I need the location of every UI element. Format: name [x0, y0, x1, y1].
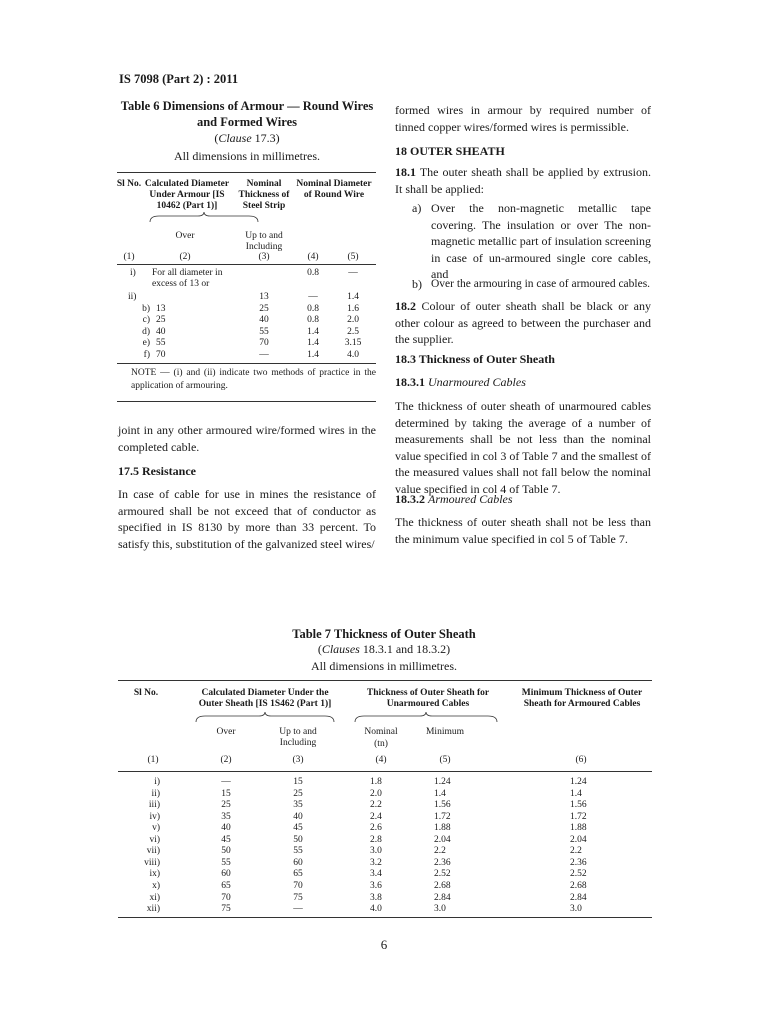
heading-18: 18 OUTER SHEATH [395, 144, 505, 158]
table7-row-nominal: 2.4 [370, 811, 382, 822]
table7-row-nominal: 3.4 [370, 869, 382, 880]
table7-row-armoured: 1.56 [570, 800, 587, 811]
table7-row-sl: iii) [148, 800, 160, 811]
table7-row-upto: 60 [293, 857, 303, 868]
table6-row-i-c4: 0.8 [307, 268, 319, 278]
table7-row-sl: iv) [149, 811, 160, 822]
table6-header-calc: Calculated Diameter Under Armour [IS 10462 (Part 1)] [144, 179, 230, 211]
table6-row-sl: d) [142, 326, 150, 337]
table7-row-over: 15 [221, 788, 231, 799]
table7-header-rule [118, 771, 652, 772]
table7-row-nominal: 2.2 [370, 800, 382, 811]
table7-upto-label: Up to and Including [279, 727, 317, 748]
table7-colnum-6: (6) [575, 755, 587, 765]
table7-row-armoured: 2.68 [570, 880, 587, 891]
table6-header-rule [117, 264, 376, 265]
table7-row-nominal: 3.6 [370, 880, 382, 891]
table6-bottom-rule [117, 363, 376, 364]
table7-row-over: 35 [221, 811, 231, 822]
table6-row-i-sl: i) [130, 268, 136, 278]
table7-row-minimum: 1.4 [434, 788, 446, 799]
table6-row-over: 40 [156, 326, 166, 337]
table6-row-sl: f) [143, 350, 150, 360]
table6-units: All dimensions in millimetres. [174, 149, 320, 163]
table6-row-c5: 1.6 [347, 303, 359, 314]
table6-colnum-5: (5) [347, 252, 359, 262]
table7-clause: (Clauses 18.3.1 and 18.3.2) [317, 642, 451, 656]
table7-row-over: 45 [221, 834, 231, 845]
table6-row-c4: 1.4 [307, 350, 319, 360]
table7-row-minimum: 2.2 [434, 846, 446, 857]
table7-colnum-2: (2) [220, 755, 232, 765]
table7-row-over: 50 [221, 846, 231, 857]
table6-top-rule [117, 172, 376, 173]
table7-row-minimum: 2.52 [434, 869, 451, 880]
table6-row-c4: 0.8 [307, 303, 319, 314]
table6-row-c5: 2.5 [347, 326, 359, 337]
right-paragraph-continued: formed wires in armour by required number of tinned copper wires/formed wires is permissible. [395, 103, 651, 134]
table7-row-upto: 65 [293, 869, 303, 880]
table6-row-c5: 4.0 [347, 350, 359, 360]
table6-row-upto: 25 [259, 303, 269, 314]
table7-row-armoured: 2.84 [570, 892, 587, 903]
table6-over-label: Over [175, 231, 195, 241]
heading-18-3-1: 18.3.1 Unarmoured Cables [395, 375, 526, 389]
table7-row-sl: xii) [146, 904, 160, 915]
table7-row-over: 40 [221, 823, 231, 834]
table6-row-upto: 70 [259, 338, 269, 349]
table7-row-upto: 25 [293, 788, 303, 799]
table7-row-armoured: 3.0 [570, 904, 582, 915]
table7-colnum-1: (1) [147, 755, 159, 765]
table7-row-upto: 40 [293, 811, 303, 822]
heading-18-3: 18.3 Thickness of Outer Sheath [395, 352, 555, 366]
table7-row-nominal: 4.0 [370, 904, 382, 915]
left-paragraph-joint: joint in any other armoured wire/formed wires in the completed cable. [118, 423, 376, 454]
table7-row-minimum: 2.04 [434, 834, 451, 845]
table6-row-over: 25 [156, 315, 166, 326]
table7-row-minimum: 2.68 [434, 880, 451, 891]
table6-row-c4: 1.4 [307, 338, 319, 349]
paragraph-17-5: In case of cable for use in mines the resistance of armoured shall be not exceed that of conductor as specified in IS 8130 by more than 33 percent. To satisfy this, substitution of the galvanized steel wires/ [118, 487, 376, 551]
table7-row-minimum: 1.56 [434, 800, 451, 811]
table7-row-sl: ix) [149, 869, 160, 880]
table7-header-armoured: Minimum Thickness of Outer Sheath for Armoured Cables [521, 688, 643, 709]
table7-over-label: Over [216, 727, 236, 737]
table7-row-upto: 75 [293, 892, 303, 903]
table6-colnum-3: (3) [258, 252, 270, 262]
table7-row-upto: 50 [293, 834, 303, 845]
table7-nominal-label: Nominal [364, 727, 398, 737]
table6-note: NOTE — (i) and (ii) indicate two methods of practice in the application of armouring. [131, 368, 376, 391]
table7-row-upto: 15 [293, 777, 303, 787]
table6-row-over: 13 [156, 303, 166, 314]
table7-header-unarmoured: Thickness of Outer Sheath for Unarmoured Cables [366, 688, 490, 709]
table6-colnum-1: (1) [123, 252, 135, 262]
table6-header-thickness: Nominal Thickness of Steel Strip [238, 179, 290, 211]
table7-row-upto: 70 [293, 880, 303, 891]
paragraph-18-2: 18.2 Colour of outer sheath shall be black or any other colour as agreed to between the purchaser and the supplier. [395, 299, 651, 346]
table6-row-upto: 55 [259, 326, 269, 337]
table7-row-minimum: 1.72 [434, 811, 451, 822]
table7-colnum-3: (3) [292, 755, 304, 765]
paragraph-18-3-2: The thickness of outer sheath shall not be less than the minimum value specified in col 5 of Table 7. [395, 515, 651, 546]
table6-header-round-wire: Nominal Diameter of Round Wire [296, 179, 372, 200]
table6-row-i-c5: — [348, 268, 358, 278]
table6-row-sl: e) [142, 338, 150, 349]
table6-row-c4: 1.4 [307, 326, 319, 337]
table7-row-upto: — [293, 904, 303, 915]
table7-colnum-4: (4) [375, 755, 387, 765]
table7-row-sl: i) [154, 777, 160, 787]
table7-row-nominal: 2.6 [370, 823, 382, 834]
table7-bottom-rule [118, 917, 652, 918]
table6-brace [149, 212, 259, 224]
item-a-text: Over the non-magnetic metallic tape covering. The insulation or over The non-magnetic metallic part of insulation screening in case of un-armoured single core cables, and [431, 201, 651, 281]
table6-header-sl: Sl No. [116, 179, 142, 189]
table7-row-minimum: 3.0 [434, 904, 446, 915]
table7-row-sl: vi) [149, 834, 160, 845]
table6-row-over: 70 [156, 350, 166, 360]
table7-row-nominal: 3.8 [370, 892, 382, 903]
table6-row-c5: 1.4 [347, 292, 359, 302]
table7-row-over: 65 [221, 880, 231, 891]
table6-colnum-2: (2) [179, 252, 191, 262]
table7-header-sl: Sl No. [133, 688, 159, 698]
table6-colnum-4: (4) [307, 252, 319, 262]
table7-row-over: 25 [221, 800, 231, 811]
table7-row-over: 70 [221, 892, 231, 903]
table7-unarm-brace [354, 712, 498, 724]
table7-row-sl: ii) [151, 788, 160, 799]
table7-row-sl: xi) [149, 892, 160, 903]
table7-row-sl: vii) [146, 846, 160, 857]
table7-calc-brace [195, 712, 335, 724]
table7-row-minimum: 1.88 [434, 823, 451, 834]
table7-row-armoured: 1.72 [570, 811, 587, 822]
table7-row-nominal: 1.8 [370, 777, 382, 787]
table7-units: All dimensions in millimetres. [311, 659, 457, 673]
table7-row-over: 75 [221, 904, 231, 915]
table7-row-armoured: 1.24 [570, 777, 587, 787]
heading-18-3-2: 18.3.2 Armoured Cables [395, 492, 513, 506]
table7-top-rule [118, 680, 652, 681]
table6-title: Table 6 Dimensions of Armour — Round Wires and Formed Wires [120, 99, 374, 129]
table7-minimum-label: Minimum [425, 727, 464, 737]
table7-row-sl: v) [152, 823, 160, 834]
table7-row-sl: viii) [144, 857, 160, 868]
table7-row-upto: 45 [293, 823, 303, 834]
table6-upto-label: Up to and Including [245, 231, 283, 252]
table7-row-armoured: 2.52 [570, 869, 587, 880]
table7-row-upto: 35 [293, 800, 303, 811]
table6-row-upto: 40 [259, 315, 269, 326]
table6-row-c5: 2.0 [347, 315, 359, 326]
table7-row-nominal: 2.0 [370, 788, 382, 799]
item-a-label: a) [412, 201, 422, 215]
table6-row-over: 55 [156, 338, 166, 349]
page-number: 6 [380, 937, 388, 952]
table7-row-nominal: 3.2 [370, 857, 382, 868]
table7-nominal-symbol: (tn) [374, 739, 388, 749]
table7-row-armoured: 2.36 [570, 857, 587, 868]
paragraph-18-1: 18.1 The outer sheath shall be applied by extrusion. It shall be applied: [395, 165, 651, 196]
table7-row-over: — [221, 777, 231, 787]
table7-header-calc: Calculated Diameter Under the Outer Sheath [IS 1S462 (Part 1)] [198, 688, 332, 709]
table7-row-sl: x) [152, 880, 160, 891]
table7-row-minimum: 2.84 [434, 892, 451, 903]
table7-row-over: 60 [221, 869, 231, 880]
table7-colnum-5: (5) [439, 755, 451, 765]
table6-clause: (Clause 17.3) [214, 131, 280, 145]
table7-row-armoured: 2.2 [570, 846, 582, 857]
item-b-text: Over the armouring in case of armoured cables. [431, 278, 651, 290]
heading-17-5: 17.5 Resistance [118, 464, 196, 478]
table6-row-ii-sl: ii) [128, 292, 137, 302]
item-b-label: b) [412, 277, 422, 291]
table6-row-c4: 0.8 [307, 315, 319, 326]
table7-row-upto: 55 [293, 846, 303, 857]
table6-note-rule [117, 401, 376, 402]
table7-row-armoured: 1.4 [570, 788, 582, 799]
table7-row-minimum: 1.24 [434, 777, 451, 787]
table6-row-sl: c) [142, 315, 150, 326]
table7-row-armoured: 1.88 [570, 823, 587, 834]
table6-row-upto: 13 [259, 292, 269, 302]
paragraph-18-3-1: The thickness of outer sheath of unarmoured cables determined by taking the average of a number of measurements shall be not less than the nominal value specified in col 3 of Table 7 and the smallest of the measured values shall not fall below the nominal value specified in col 4 of Table 7. [395, 399, 651, 496]
table6-row-i-desc: For all diameter in excess of 13 or [152, 268, 223, 289]
document-header: IS 7098 (Part 2) : 2011 [119, 72, 239, 86]
table6-row-sl: b) [142, 303, 150, 314]
table6-row-upto: — [259, 350, 269, 360]
table6-row-c5: 3.15 [344, 338, 362, 349]
table7-row-nominal: 2.8 [370, 834, 382, 845]
table7-row-over: 55 [221, 857, 231, 868]
table7-row-minimum: 2.36 [434, 857, 451, 868]
table7-title: Table 7 Thickness of Outer Sheath [292, 627, 476, 641]
table6-row-c4: — [308, 292, 318, 302]
table7-row-armoured: 2.04 [570, 834, 587, 845]
table7-row-nominal: 3.0 [370, 846, 382, 857]
